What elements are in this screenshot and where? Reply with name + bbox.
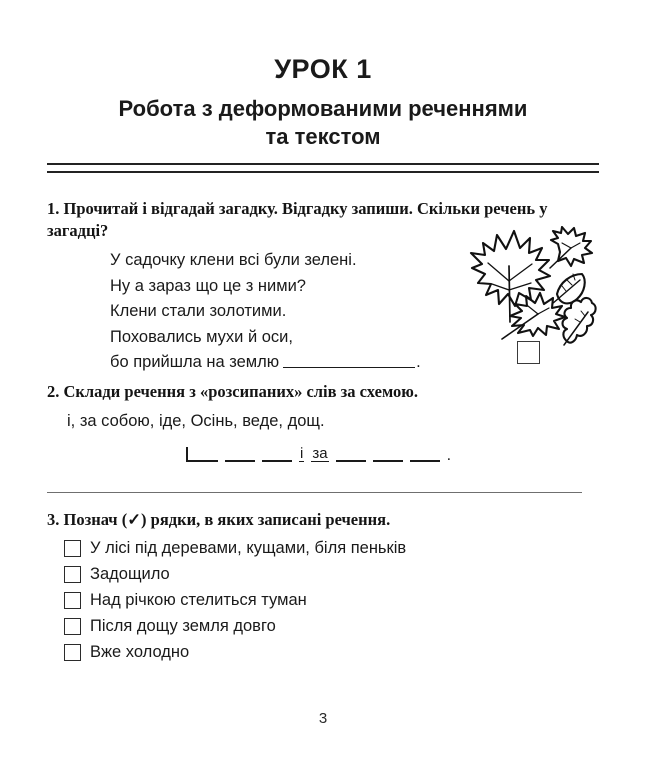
autumn-leaves-illustration [452,226,602,346]
scheme-final-dot: . [446,447,452,464]
lesson-subtitle [47,95,599,151]
checkbox-list [64,535,564,665]
list-item[interactable] [64,587,564,613]
riddle-line: Поховались мухи й оси, [110,327,293,346]
section-divider [47,492,582,493]
riddle-line: У садочку клени всі були зелені. [110,251,357,269]
exercise-1-heading: 1. Прочитай і відгадай загадку. Відгадку запиши. Скільки речень у загадці? [47,199,548,240]
checkbox[interactable] [64,618,81,635]
list-item-label: Над річкою стелиться туман [90,591,307,609]
lesson-subtitle-line-2: та текстом [265,124,381,149]
list-item-label: Після дощу земля довго [90,617,276,635]
sentence-scheme [186,440,451,462]
lesson-subtitle-line-1: Робота з деформованими реченнями [118,96,528,121]
scheme-capital-mark[interactable] [186,447,218,462]
checkbox[interactable] [64,644,81,661]
riddle-line-with-blank [110,350,460,376]
checkbox[interactable] [64,566,81,583]
page-header [47,52,599,151]
scheme-word-dash[interactable] [373,449,403,462]
riddle-last-line-text: бо прийшла на землю [110,353,280,371]
riddle-line: Клени стали золотими. [110,302,287,320]
scheme-word-i: і [300,445,304,462]
list-item[interactable] [64,639,564,665]
page-number: 3 [318,710,328,727]
exercise-3-heading: 3. Познач (✓) рядки, в яких записані речення. [47,510,391,529]
riddle-text [110,248,460,376]
riddle-line: Ну а зараз що це з ними? [110,276,306,295]
checkbox[interactable] [64,592,81,609]
riddle-final-punctuation: . [416,353,421,371]
list-item-label: У лісі під деревами, кущами, біля пеньків [90,539,407,557]
answer-blank-line[interactable] [283,354,415,368]
list-item[interactable] [64,613,564,639]
lesson-title: УРОК 1 [274,54,372,84]
scheme-word-dash[interactable] [410,449,440,462]
list-item[interactable] [64,561,564,587]
header-divider [47,163,599,173]
scheme-word-dash[interactable] [225,449,255,462]
list-item-label: Вже холодно [90,643,190,661]
checkbox[interactable] [64,540,81,557]
list-item-label: Задощило [90,565,170,583]
scrambled-words: і, за собою, іде, Осінь, веде, дощ. [67,412,325,430]
scheme-word-dash[interactable] [262,449,292,462]
list-item[interactable] [64,535,564,561]
scheme-word-za: за [312,445,328,462]
exercise-2-heading: 2. Склади речення з «розсипаних» слів за схемою. [47,382,418,401]
scheme-word-dash[interactable] [336,449,366,462]
